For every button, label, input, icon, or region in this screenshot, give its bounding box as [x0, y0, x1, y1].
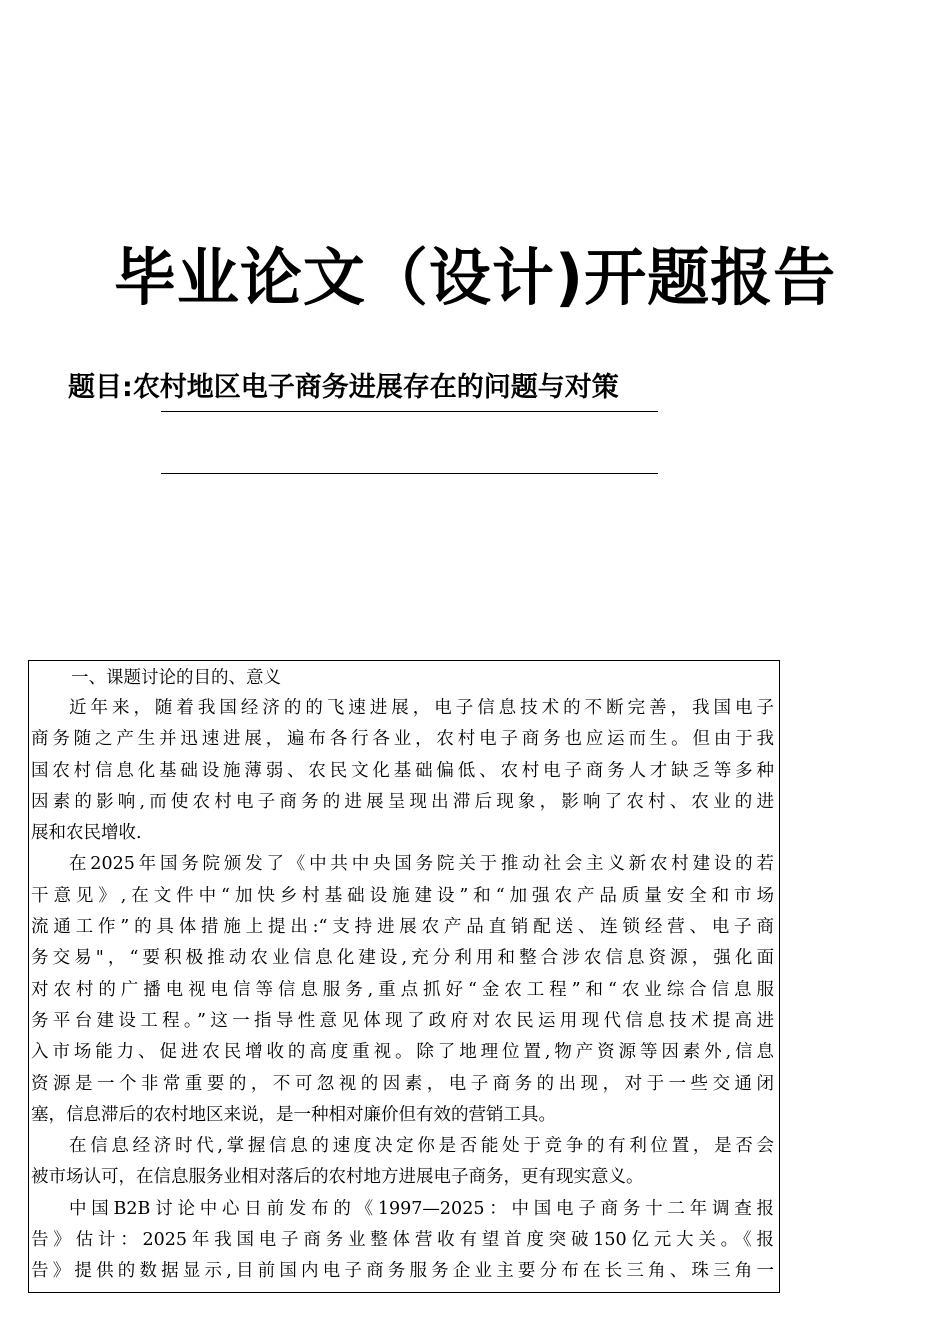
- body-line: 流通工作”的具体措施上提出:“支持进展农产品直销配送、连锁经营、电子商: [31, 917, 774, 938]
- body-line: 务交易"，“要积极推动农业信息化建设,充分利用和整合涉农信息资源，强化面: [31, 948, 774, 969]
- body-line: 在2025年国务院颁发了《中共中央国务院关于推动社会主义新农村建设的若: [69, 854, 774, 875]
- body-line: 告》估计：2025年我国电子商务业整体营收有望首度突破150亿元大关。《报: [31, 1230, 774, 1251]
- document-title: 毕业论文（设计)开题报告: [113, 241, 837, 314]
- content-box: [28, 660, 780, 1293]
- body-line: 入市场能力、促进农民增收的高度重视。除了地理位置,物产资源等因素外,信息: [31, 1042, 774, 1063]
- topic-underline-1: [161, 411, 658, 412]
- body-line: 务平台建设工程。”这一指导性意见体现了政府对农民运用现代信息技术提高进: [31, 1010, 774, 1031]
- section-heading: 一、课题讨论的目的、意义: [71, 668, 281, 688]
- body-line: 商务随之产生并迅速进展，遍布各行各业，农村电子商务也应运而生。但由于我: [31, 729, 774, 750]
- body-line: 国农村信息化基础设施薄弱、农民文化基础偏低、农村电子商务人才缺乏等多种: [31, 760, 774, 781]
- body-line: 被市场认可，在信息服务业相对落后的农村地方进展电子商务，更有现实意义。: [31, 1167, 644, 1188]
- body-line: 塞，信息滞后的农村地区来说，是一种相对廉价但有效的营销工具。: [31, 1104, 556, 1125]
- body-line: 告》提供的数据显示,目前国内电子商务服务企业主要分布在长三角、珠三角一: [31, 1261, 774, 1282]
- body-line: 近年来，随着我国经济的的飞速进展，电子信息技术的不断完善，我国电子: [69, 698, 774, 718]
- body-line: 资源是一个非常重要的，不可忽视的因素，电子商务的出现，对于一些交通闭: [31, 1073, 774, 1094]
- topic-line: [68, 368, 619, 408]
- body-line: 对农村的广播电视电信等信息服务,重点抓好“金农工程”和“农业综合信息服: [31, 979, 774, 1000]
- body-line: 展和农民增收.: [31, 823, 142, 844]
- body-line: 在信息经济时代,掌握信息的速度决定你是否能处于竞争的有利位置，是否会: [69, 1136, 774, 1157]
- body-line: 干意见》,在文件中“加快乡村基础设施建设”和“加强农产品质量安全和市场: [31, 885, 774, 906]
- body-line: 因素的影响,而使农村电子商务的进展呈现出滞后现象，影响了农村、农业的进: [31, 791, 774, 812]
- body-line: 中国B2B讨论中心日前发布的《1997—2025：中国电子商务十二年调查报: [69, 1198, 774, 1219]
- topic-text: 农村地区电子商务进展存在的问题与对策: [132, 372, 619, 403]
- topic-label: 题目:: [68, 372, 133, 403]
- topic-underline-2: [161, 473, 658, 474]
- content-body: [31, 663, 774, 1288]
